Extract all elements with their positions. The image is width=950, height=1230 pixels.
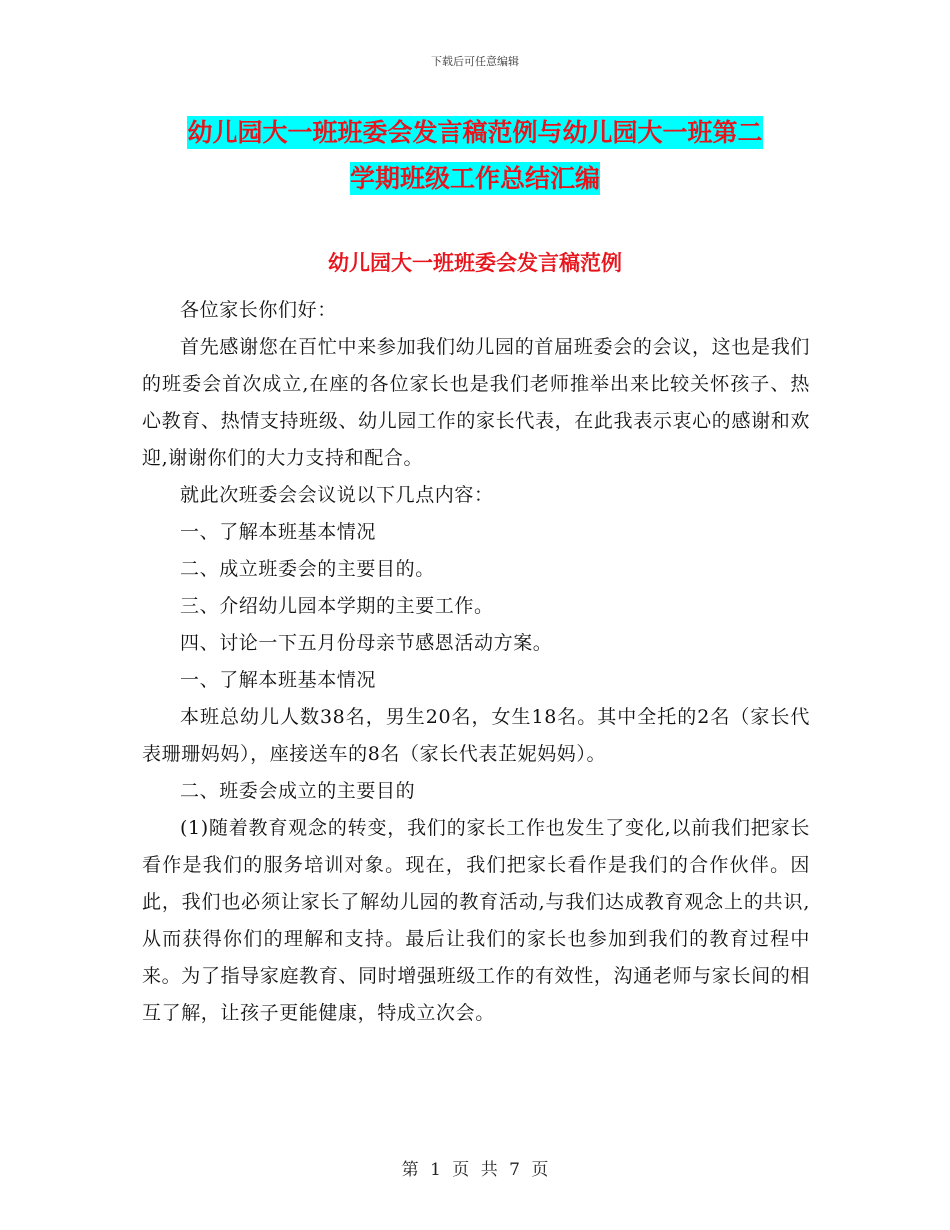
paragraph: 二、班委会成立的主要目的	[180, 780, 416, 802]
paragraph: 四、讨论一下五月份母亲节感恩活动方案。	[180, 632, 553, 654]
document-title-line-1: 幼儿园大一班班委会发言稿范例与幼儿园大一班第二	[187, 118, 763, 147]
document-title	[140, 110, 810, 202]
paragraph: 三、介绍幼儿园本学期的主要工作。	[180, 595, 494, 617]
paragraph: 二、成立班委会的主要目的。	[180, 558, 435, 580]
page-header-note: 下载后可任意编辑	[431, 55, 519, 68]
document-title-line-2: 学期班级工作总结汇编	[349, 164, 600, 193]
paragraph: 一、了解本班基本情况	[180, 521, 377, 543]
paragraph: 各位家长你们好：	[180, 299, 337, 321]
page-number-footer: 第 1 页 共 7 页	[401, 1160, 549, 1180]
paragraph: 一、了解本班基本情况	[180, 669, 377, 691]
document-body	[142, 292, 810, 1032]
paragraph: 本班总幼儿人数38名，男生20名，女生18名。其中全托的2名（家长代表珊珊妈妈），座接送车的8名（家长代表芷妮妈妈）。	[142, 706, 810, 765]
paragraph: 首先感谢您在百忙中来参加我们幼儿园的首届班委会的会议，这也是我们的班委会首次成立,在座的各位家长也是我们老师推举出来比较关怀孩子、热心教育、热情支持班级、幼儿园工作的家长代表，在此我表示衷心的感谢和欢迎,谢谢你们的大力支持和配合。	[142, 336, 810, 469]
paragraph: (1)随着教育观念的转变，我们的家长工作也发生了变化,以前我们把家长看作是我们的服务培训对象。现在，我们把家长看作是我们的合作伙伴。因此，我们也必须让家长了解幼儿园的教育活动,与我们达成教育观念上的共识,从而获得你们的理解和支持。最后让我们的家长也参加到我们的教育过程中来。为了指导家庭教育、同时增强班级工作的有效性，沟通老师与家长间的相互了解，让孩子更能健康，特成立次会。	[142, 817, 810, 1024]
paragraph: 就此次班委会会议说以下几点内容：	[180, 484, 494, 506]
section-title: 幼儿园大一班班委会发言稿范例	[328, 251, 622, 275]
